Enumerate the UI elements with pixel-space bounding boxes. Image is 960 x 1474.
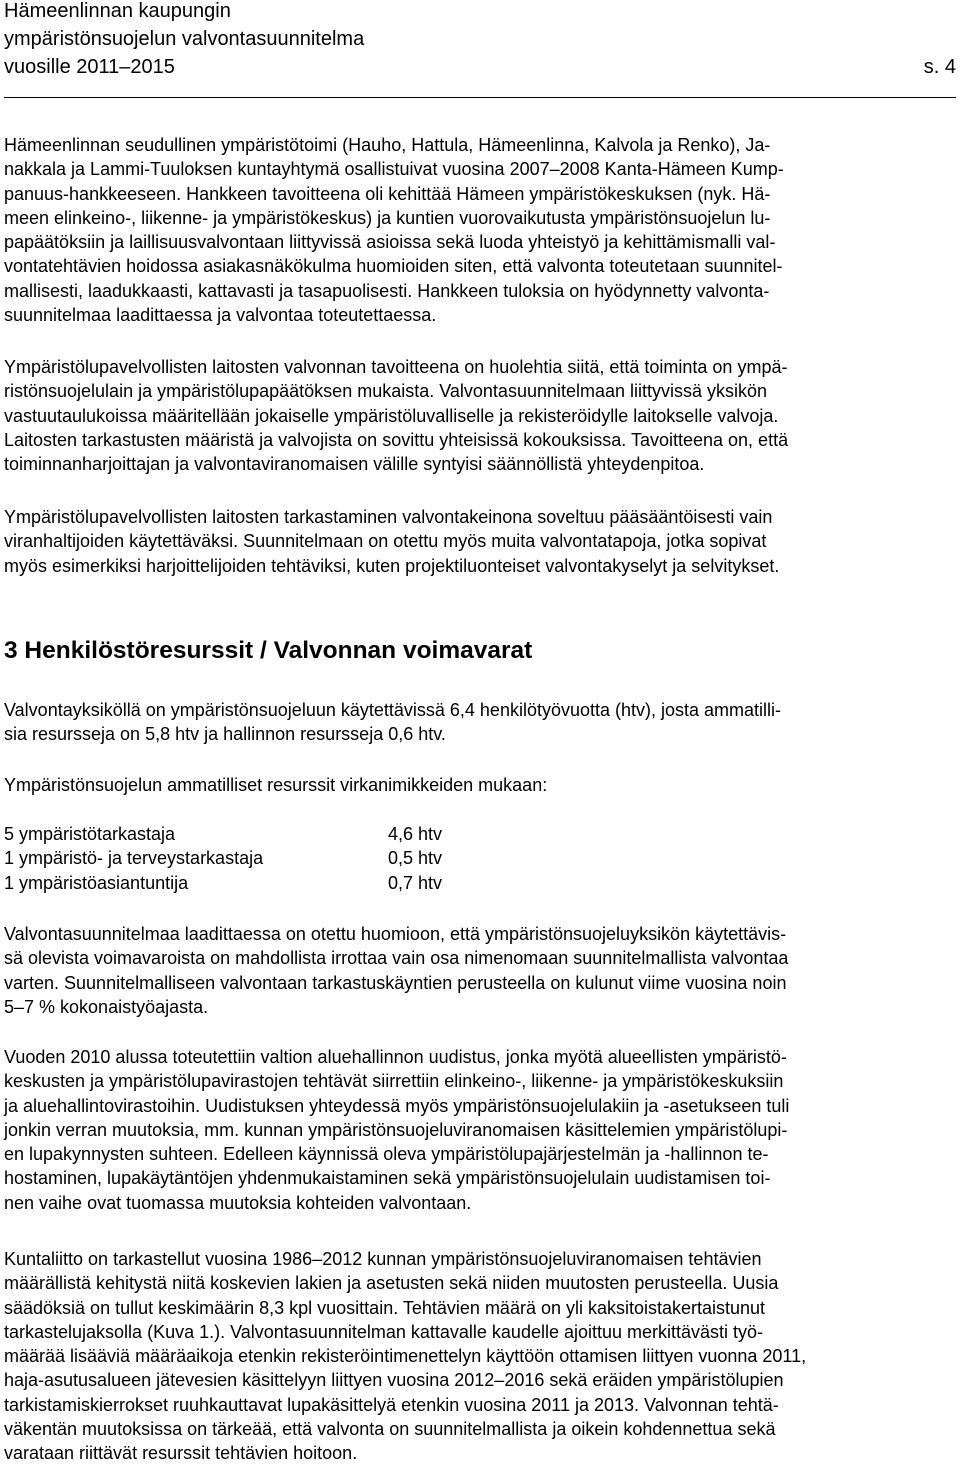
paragraph-permit-supervision-goal: Ympäristölupavelvollisten laitosten valvonnan tavoitteena on huolehtia siitä, että toiminta on ympä- ristönsuojelulain ja ympäristölupapäätöksen mukaista. Valvontasuunnitelmaan liittyvissä yksikön vastuutaulukoissa määritellään jokaiselle ympäristöluvalliselle ja rekisteröidylle laitokselle valvoja. Laitosten tarkastusten määristä ja valvojista on sovittu yhteisissä kokouksissa. Tavoitteena on, että toiminnanharjoittajan ja valvontaviranomaisen välille syntyisi säännöllistä yhteydenpitoa. — [4, 357, 789, 475]
resource-amount: 0,7 htv — [388, 872, 443, 893]
paragraph-inspection-methods: Ympäristölupavelvollisten laitosten tarkastaminen valvontakeinona soveltuu pääsääntöisesti vain viranhaltijoiden käytettäväksi. Suunnitelmaan on otettu myös muita valvontatapoja, jotka sopivat myös esimerkiksi harjoittelijoiden tehtäviksi, kuten projektiluonteiset valvontakyselyt ja selvitykset. — [4, 507, 780, 576]
paragraph-administrative-reform: Vuoden 2010 alussa toteutettiin valtion aluehallinnon uudistus, jonka myötä alueellisten ympäristö- keskusten ja ympäristölupavirastojen tehtävät siirrettiin elinkeino-, liikenne- ja ympäristökeskuksiin ja aluehallintovirastoihin. Uudistuksen yhteydessä myös ympäristönsuojelulakiin ja -asetukseen tuli jonkin verran muutoksia, mm. kunnan ympäristönsuojeluviranomaisen käsittelemien ympäristölupi- en lupakynnysten suhteen. Edelleen käynnissä oleva ympäristölupajärjestelmän ja -hallinnon te- hostaminen, lupakäytäntöjen yhdenmukaistaminen sekä ympäristönsuojelulain uudistamisen toi- nen vaihe ovat tuomassa muutoksia kohteiden valvontaan. — [4, 1047, 790, 1213]
resource-amount: 0,5 htv — [388, 848, 443, 869]
resource-title: 1 ympäristöasiantuntija — [4, 872, 189, 893]
resource-title: 1 ympäristö- ja terveystarkastaja — [4, 848, 264, 869]
paragraph-supervision-share: Valvontasuunnitelmaa laadittaessa on otettu huomioon, että ympäristönsuojeluyksikön käytettävis- sä olevista voimavaroista on mahdollista irrottaa vain osa nimenomaan suunnitelmallista valvontaa varten. Suunnitelmalliseen valvontaan tarkastuskäyntien perusteella on kulunut viime vuosina noin 5–7 % kokonaistyöajasta. — [4, 924, 789, 1017]
paragraph-municipal-tasks: Kuntaliitto on tarkastellut vuosina 1986–2012 kunnan ympäristönsuojeluviranomaisen tehtävien määrällistä kehitystä niitä koskevien lakien ja asetusten sekä niiden muutosten perusteella. Uusia säädöksiä on tullut keskimäärin 8,3 kpl vuosittain. Tehtävien määrä on yli kaksitoistakertaistunut tarkastelujaksolla (Kuva 1.). Valvontasuunnitelman kattavalle kaudelle ajoittuu merkittävästi työ- määrää lisääviä määräaikoja etenkin rekisteröintimenettelyn käyttöön ottamisen liittyen vuonna 2011, haja-asutusalueen jätevesien käsittelyyn liittyen vuosina 2012–2016 sekä eräiden ympäristölupien tarkistamiskierrokset ruuhkauttavat lupakäsittelyä etenkin vuosina 2011 ja 2013. Valvonnan tehtä- väkentän muutoksissa on tärkeää, että valvonta on suunnitelmallista ja oikein kohdennettua sekä varataan riittävät resurssit tehtävien hoitoon. — [4, 1249, 807, 1464]
resource-amount: 4,6 htv — [388, 824, 443, 844]
paragraph-project-background: Hämeenlinnan seudullinen ympäristötoimi (Hauho, Hattula, Hämeenlinna, Kalvola ja Renko), Ja- nakkala ja Lammi-Tuuloksen kuntayhtymä osallistuivat vuosina 2007–2008 Kanta-Hämeen Kump- panuus-hankkeeseen. Hankkeen tavoitteena oli kehittää Hämeen ympäristökeskuksen (nyk. Hä- meen elinkeino-, liikenne- ja ympäristökeskus) ja kuntien vuorovaikutusta ympäristönsuojelun lu- papäätöksiin ja laillisuusvalvontaan liittyvissä asioissa sekä luoda yhteistyö ja kehittämismalli val- vontatehtävien hoidossa asiakasnäkökulma huomioiden siten, että valvonta toteutetaan suunnitel- mallisesti, laadukkaasti, kattavasti ja tasapuolisesti. Hankkeen tuloksia on hyödynnetty valvonta- suunnitelmaa laadittaessa ja valvontaa toteutettaessa. — [4, 135, 784, 326]
document-title: Hämeenlinnan kaupungin ympäristönsuojelun valvontasuunnitelma vuosille 2011–2015 — [4, 0, 365, 78]
paragraph-resources-intro: Ympäristönsuojelun ammatilliset resurssit virkanimikkeiden mukaan: — [4, 775, 548, 795]
paragraph-personnel-resources: Valvontayksiköllä on ympäristönsuojeluun käytettävissä 6,4 henkilötyövuotta (htv), josta ammatilli- sia resursseja on 5,8 htv ja hallinnon resursseja 0,6 htv. — [4, 700, 782, 745]
page-header — [4, 0, 956, 98]
resource-title: 5 ympäristötarkastaja — [4, 824, 176, 844]
section-heading: 3 Henkilöstöresurssit / Valvonnan voimavarat — [4, 637, 533, 664]
page-number: s. 4 — [923, 56, 956, 78]
